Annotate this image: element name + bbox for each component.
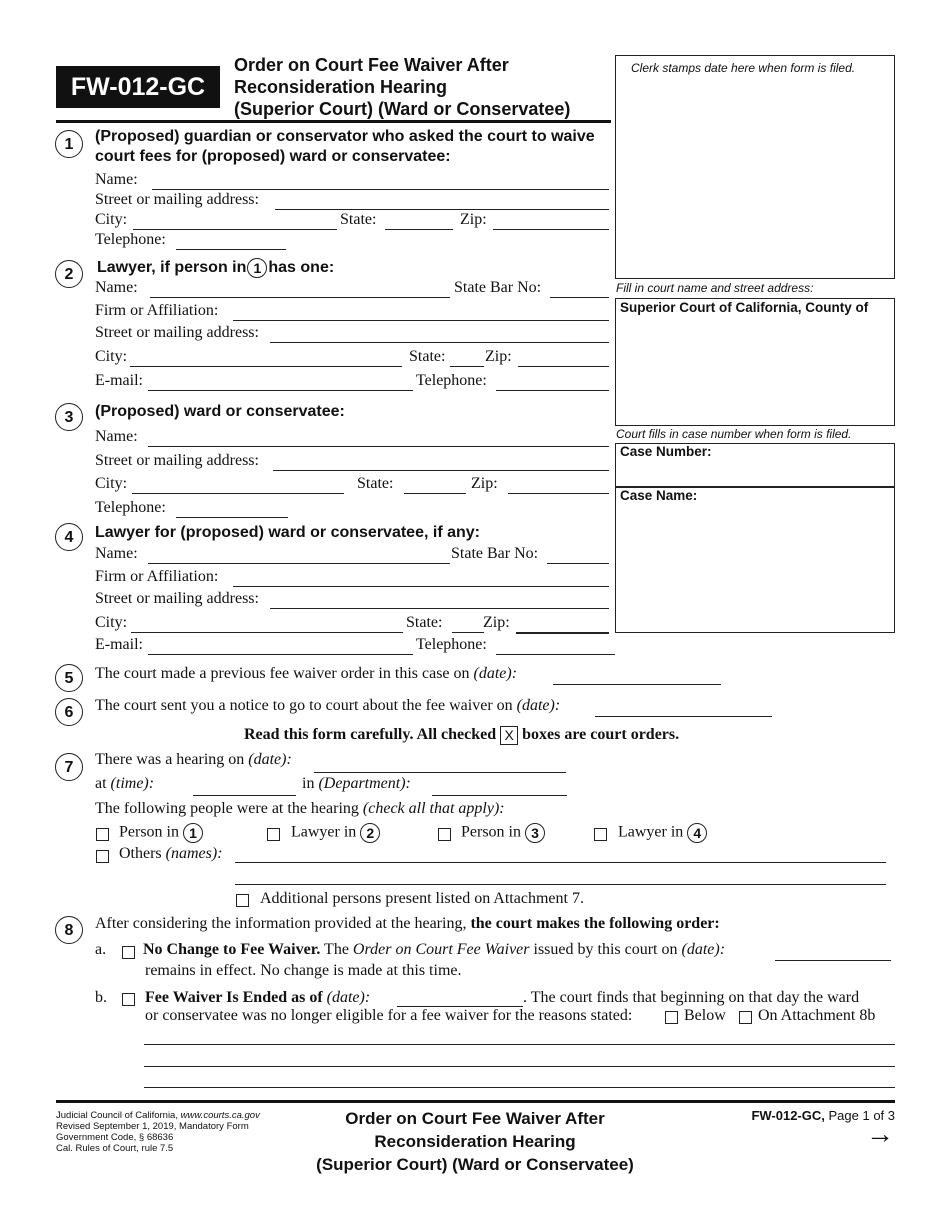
section-7-number: 7: [55, 753, 83, 781]
s1-state-label: State:: [340, 211, 377, 228]
s1-telephone-field[interactable]: [176, 249, 286, 250]
s6-date-field[interactable]: [595, 716, 772, 717]
footer-rule-ref: Cal. Rules of Court, rule 7.5: [56, 1143, 174, 1154]
s2-email-field[interactable]: [148, 390, 413, 391]
s3-street-label: Street or mailing address:: [95, 452, 259, 469]
section-4-number: 4: [55, 523, 83, 551]
footer-council: Judicial Council of California,: [56, 1110, 178, 1121]
s2-city-field[interactable]: [130, 366, 402, 367]
s7-others-field-1[interactable]: [235, 862, 886, 863]
s4-name-field[interactable]: [148, 563, 450, 564]
s7-opt2: Lawyer in: [291, 823, 357, 841]
s4-bar-field[interactable]: [547, 563, 609, 564]
s7-others-label: [119, 845, 223, 863]
s2-name-field[interactable]: [150, 297, 450, 298]
s5-date-label: (date):: [473, 665, 518, 682]
s2-firm-label: Firm or Affiliation:: [95, 302, 219, 319]
s8b-reasons-line-3[interactable]: [144, 1087, 895, 1088]
s5-text: The court made a previous fee waiver order in this case on: [95, 665, 470, 682]
footer-legal: [56, 1110, 260, 1154]
s7-dept-field[interactable]: [432, 795, 567, 796]
s8b-attach-checkbox[interactable]: [739, 1011, 752, 1024]
case-name-label: Case Name:: [620, 488, 698, 503]
s4-zip-field[interactable]: [516, 632, 609, 634]
s7-names: (names):: [165, 845, 223, 862]
s6-text: The court sent you a notice to go to court about the fee waiver on: [95, 697, 513, 714]
s3-state-label: State:: [357, 475, 394, 492]
case-number-instruction: Court fills in case number when form is filed.: [616, 427, 852, 441]
s8b-label: [145, 989, 370, 1007]
s4-email-field[interactable]: [148, 654, 413, 655]
s6-date-label: (date):: [516, 697, 561, 714]
s2-bar-label: State Bar No:: [454, 279, 542, 296]
clerk-stamp-box: [615, 55, 895, 279]
s7-ref4: 4: [687, 823, 707, 843]
s7-in: in: [302, 775, 315, 792]
s7-time-field[interactable]: [193, 795, 296, 796]
s7-opt3: Person in: [461, 823, 521, 841]
form-title-line3: (Superior Court) (Ward or Conservatee): [234, 99, 571, 119]
s7-people-label: [95, 800, 505, 818]
s8b-checkbox[interactable]: [122, 993, 135, 1006]
s7-person3-checkbox[interactable]: [438, 828, 451, 841]
s3-zip-label: Zip:: [471, 475, 498, 492]
footer-rule: [56, 1100, 895, 1103]
s2-state-field[interactable]: [450, 366, 484, 367]
s8a-text: [143, 941, 725, 959]
section-1-number: 1: [55, 130, 83, 158]
s3-zip-field[interactable]: [508, 493, 609, 494]
s7-hearing-text: There was a hearing on: [95, 751, 245, 768]
s2-heading-b: has one:: [268, 259, 335, 277]
s2-telephone-field[interactable]: [496, 390, 609, 391]
s7-person3-label: [461, 823, 545, 843]
s8b-below-label: Below: [684, 1007, 726, 1024]
s8b-bold: Fee Waiver Is Ended as of: [145, 989, 323, 1006]
s7-attachment-checkbox[interactable]: [236, 894, 249, 907]
section-3-heading: (Proposed) ward or conservatee:: [95, 403, 345, 420]
s1-street-label: Street or mailing address:: [95, 191, 259, 208]
form-title-line2: Reconsideration Hearing: [234, 77, 448, 97]
s4-telephone-label: Telephone:: [416, 636, 487, 653]
s8a-text2: issued by this court on: [533, 941, 678, 958]
s8b-reasons-line-1[interactable]: [144, 1044, 895, 1045]
notice-x-box: X: [500, 726, 518, 745]
s8a-checkbox[interactable]: [122, 946, 135, 959]
form-id: FW-012-GC: [70, 73, 206, 101]
s1-name-field[interactable]: [152, 189, 609, 190]
s3-street-field[interactable]: [273, 470, 609, 471]
section-5-text: [95, 665, 517, 683]
s7-person1-label: [119, 823, 203, 843]
s7-check: (check all that apply):: [362, 800, 505, 817]
s2-email-label: E-mail:: [95, 372, 143, 389]
s4-zip-label: Zip:: [483, 614, 510, 631]
s7-lawyer2-checkbox[interactable]: [267, 828, 280, 841]
s4-telephone-field[interactable]: [496, 654, 615, 655]
s2-heading-ref: 1: [247, 258, 267, 278]
s8b-letter: b.: [95, 989, 107, 1006]
s8b-attach-label: On Attachment 8b: [758, 1007, 876, 1024]
s3-city-label: City:: [95, 475, 128, 492]
s4-city-label: City:: [95, 614, 128, 631]
s2-heading-a: Lawyer, if person in: [97, 259, 247, 277]
case-number-box[interactable]: [615, 443, 895, 488]
s5-date-field[interactable]: [553, 684, 721, 685]
s7-attachment-label: Additional persons present listed on Attachment 7.: [260, 890, 584, 907]
s7-dept-label: [302, 775, 411, 793]
s7-others: Others: [119, 845, 162, 862]
section-6-text: [95, 697, 560, 715]
s2-zip-field[interactable]: [518, 366, 609, 367]
section-5-number: 5: [55, 664, 83, 692]
case-number-label: Case Number:: [620, 444, 712, 459]
form-title-line1: Order on Court Fee Waiver After: [234, 55, 509, 75]
s8-intro: [95, 915, 720, 933]
case-name-box[interactable]: [615, 486, 895, 633]
s2-state-label: State:: [409, 348, 446, 365]
footer-title-line2: Reconsideration Hearing: [374, 1132, 576, 1151]
s1-zip-label: Zip:: [460, 211, 487, 228]
section-1-heading: (Proposed) guardian or conservator who asked the court to waive court fees for (proposed) ward or conservatee:: [95, 128, 595, 165]
section-2-number: 2: [55, 260, 83, 288]
s1-state-field[interactable]: [385, 229, 453, 230]
s4-street-field[interactable]: [270, 608, 609, 609]
s7-hearing-label: [95, 751, 292, 769]
court-name-instruction: Fill in court name and street address:: [616, 281, 814, 295]
section-3-number: 3: [55, 403, 83, 431]
s1-telephone-label: Telephone:: [95, 231, 166, 248]
s7-at: at: [95, 775, 107, 792]
s2-telephone-label: Telephone:: [416, 372, 487, 389]
s4-firm-label: Firm or Affiliation:: [95, 568, 219, 585]
next-page-arrow-icon[interactable]: →: [866, 1118, 894, 1149]
s7-ref1: 1: [183, 823, 203, 843]
s4-firm-field[interactable]: [233, 586, 609, 587]
s2-city-label: City:: [95, 348, 128, 365]
notice-text-a: Read this form carefully. All checked: [244, 726, 497, 744]
footer-code: Government Code, § 68636: [56, 1132, 174, 1143]
s8a-bold: No Change to Fee Waiver.: [143, 941, 321, 958]
clerk-stamp-label: Clerk stamps date here when form is filed.: [631, 61, 856, 75]
s4-state-label: State:: [406, 614, 443, 631]
form-title: [234, 54, 570, 120]
s3-state-field[interactable]: [404, 493, 466, 494]
s7-lawyer4-checkbox[interactable]: [594, 828, 607, 841]
s8a-date-label: (date):: [681, 941, 726, 958]
s7-time-label: [95, 775, 154, 793]
s7-dept: (Department):: [318, 775, 411, 792]
footer-council-line: [56, 1110, 260, 1121]
s2-street-label: Street or mailing address:: [95, 324, 259, 341]
s7-date-label: (date):: [248, 751, 292, 768]
s8b-below-checkbox[interactable]: [665, 1011, 678, 1024]
section-4-heading: Lawyer for (proposed) ward or conservatee, if any:: [95, 524, 480, 541]
footer-title-line3: (Superior Court) (Ward or Conservatee): [316, 1155, 634, 1174]
section-6-number: 6: [55, 698, 83, 726]
section-8-number: 8: [55, 916, 83, 944]
s3-city-field[interactable]: [132, 493, 344, 494]
s7-time: (time):: [110, 775, 155, 792]
s3-telephone-field[interactable]: [176, 517, 288, 518]
court-name-box[interactable]: [615, 298, 895, 426]
footer-page-number: Page 1 of 3: [828, 1108, 895, 1123]
s2-street-field[interactable]: [270, 342, 609, 343]
s7-others-field-2[interactable]: [235, 884, 886, 885]
s3-name-label: Name:: [95, 428, 138, 445]
s7-people: The following people were at the hearing: [95, 800, 359, 817]
s8b-text: . The court finds that beginning on that day the ward: [523, 989, 860, 1006]
s4-email-label: E-mail:: [95, 636, 143, 653]
s8b-date-label: (date):: [326, 989, 371, 1006]
s7-others-checkbox[interactable]: [96, 850, 109, 863]
s1-city-field[interactable]: [133, 229, 337, 230]
s8-intro-text: After considering the information provided at the hearing,: [95, 915, 467, 932]
s8a-italic: Order on Court Fee Waiver: [352, 941, 530, 958]
s7-opt4: Lawyer in: [618, 823, 684, 841]
s2-firm-field[interactable]: [233, 320, 609, 321]
s7-ref2: 2: [360, 823, 380, 843]
s1-street-field[interactable]: [275, 209, 609, 210]
s4-bar-label: State Bar No:: [451, 545, 539, 562]
s7-lawyer4-label: [618, 823, 707, 843]
s8a-date-field[interactable]: [775, 960, 891, 961]
s8-intro-bold: the court makes the following order:: [470, 915, 720, 932]
s8a-the: The: [324, 941, 349, 958]
s8b-line2: or conservatee was no longer eligible for a fee waiver for the reasons stated:: [145, 1007, 633, 1024]
s8b-reasons-line-2[interactable]: [144, 1066, 895, 1067]
s7-date-field[interactable]: [314, 772, 566, 773]
s7-ref3: 3: [525, 823, 545, 843]
court-name-label: Superior Court of California, County of: [620, 300, 869, 315]
s7-opt1: Person in: [119, 823, 179, 841]
header-rule: [56, 120, 611, 123]
s2-name-label: Name:: [95, 279, 138, 296]
form-id-badge: [56, 66, 220, 108]
notice-text-b: boxes are court orders.: [522, 726, 680, 744]
s2-bar-field[interactable]: [550, 297, 609, 298]
footer-site[interactable]: www.courts.ca.gov: [180, 1110, 260, 1121]
footer-title: [274, 1107, 676, 1176]
s2-zip-label: Zip:: [485, 348, 512, 365]
s1-zip-field[interactable]: [493, 229, 609, 230]
court-order-notice: [244, 726, 679, 745]
s7-person1-checkbox[interactable]: [96, 828, 109, 841]
section-2-heading: [97, 258, 334, 278]
s7-lawyer2-label: [291, 823, 380, 843]
s4-street-label: Street or mailing address:: [95, 590, 259, 607]
footer-form-id: FW-012-GC,: [751, 1108, 825, 1123]
s4-state-field[interactable]: [452, 632, 484, 633]
s4-name-label: Name:: [95, 545, 138, 562]
s4-city-field[interactable]: [131, 632, 403, 633]
s8a-letter: a.: [95, 941, 107, 958]
s3-telephone-label: Telephone:: [95, 499, 166, 516]
footer-title-line1: Order on Court Fee Waiver After: [345, 1109, 605, 1128]
s8a-line2: remains in effect. No change is made at this time.: [145, 962, 462, 979]
s3-name-field[interactable]: [148, 446, 609, 447]
footer-revised: Revised September 1, 2019, Mandatory Form: [56, 1121, 249, 1132]
s1-name-label: Name:: [95, 171, 138, 188]
s1-city-label: City:: [95, 211, 128, 228]
